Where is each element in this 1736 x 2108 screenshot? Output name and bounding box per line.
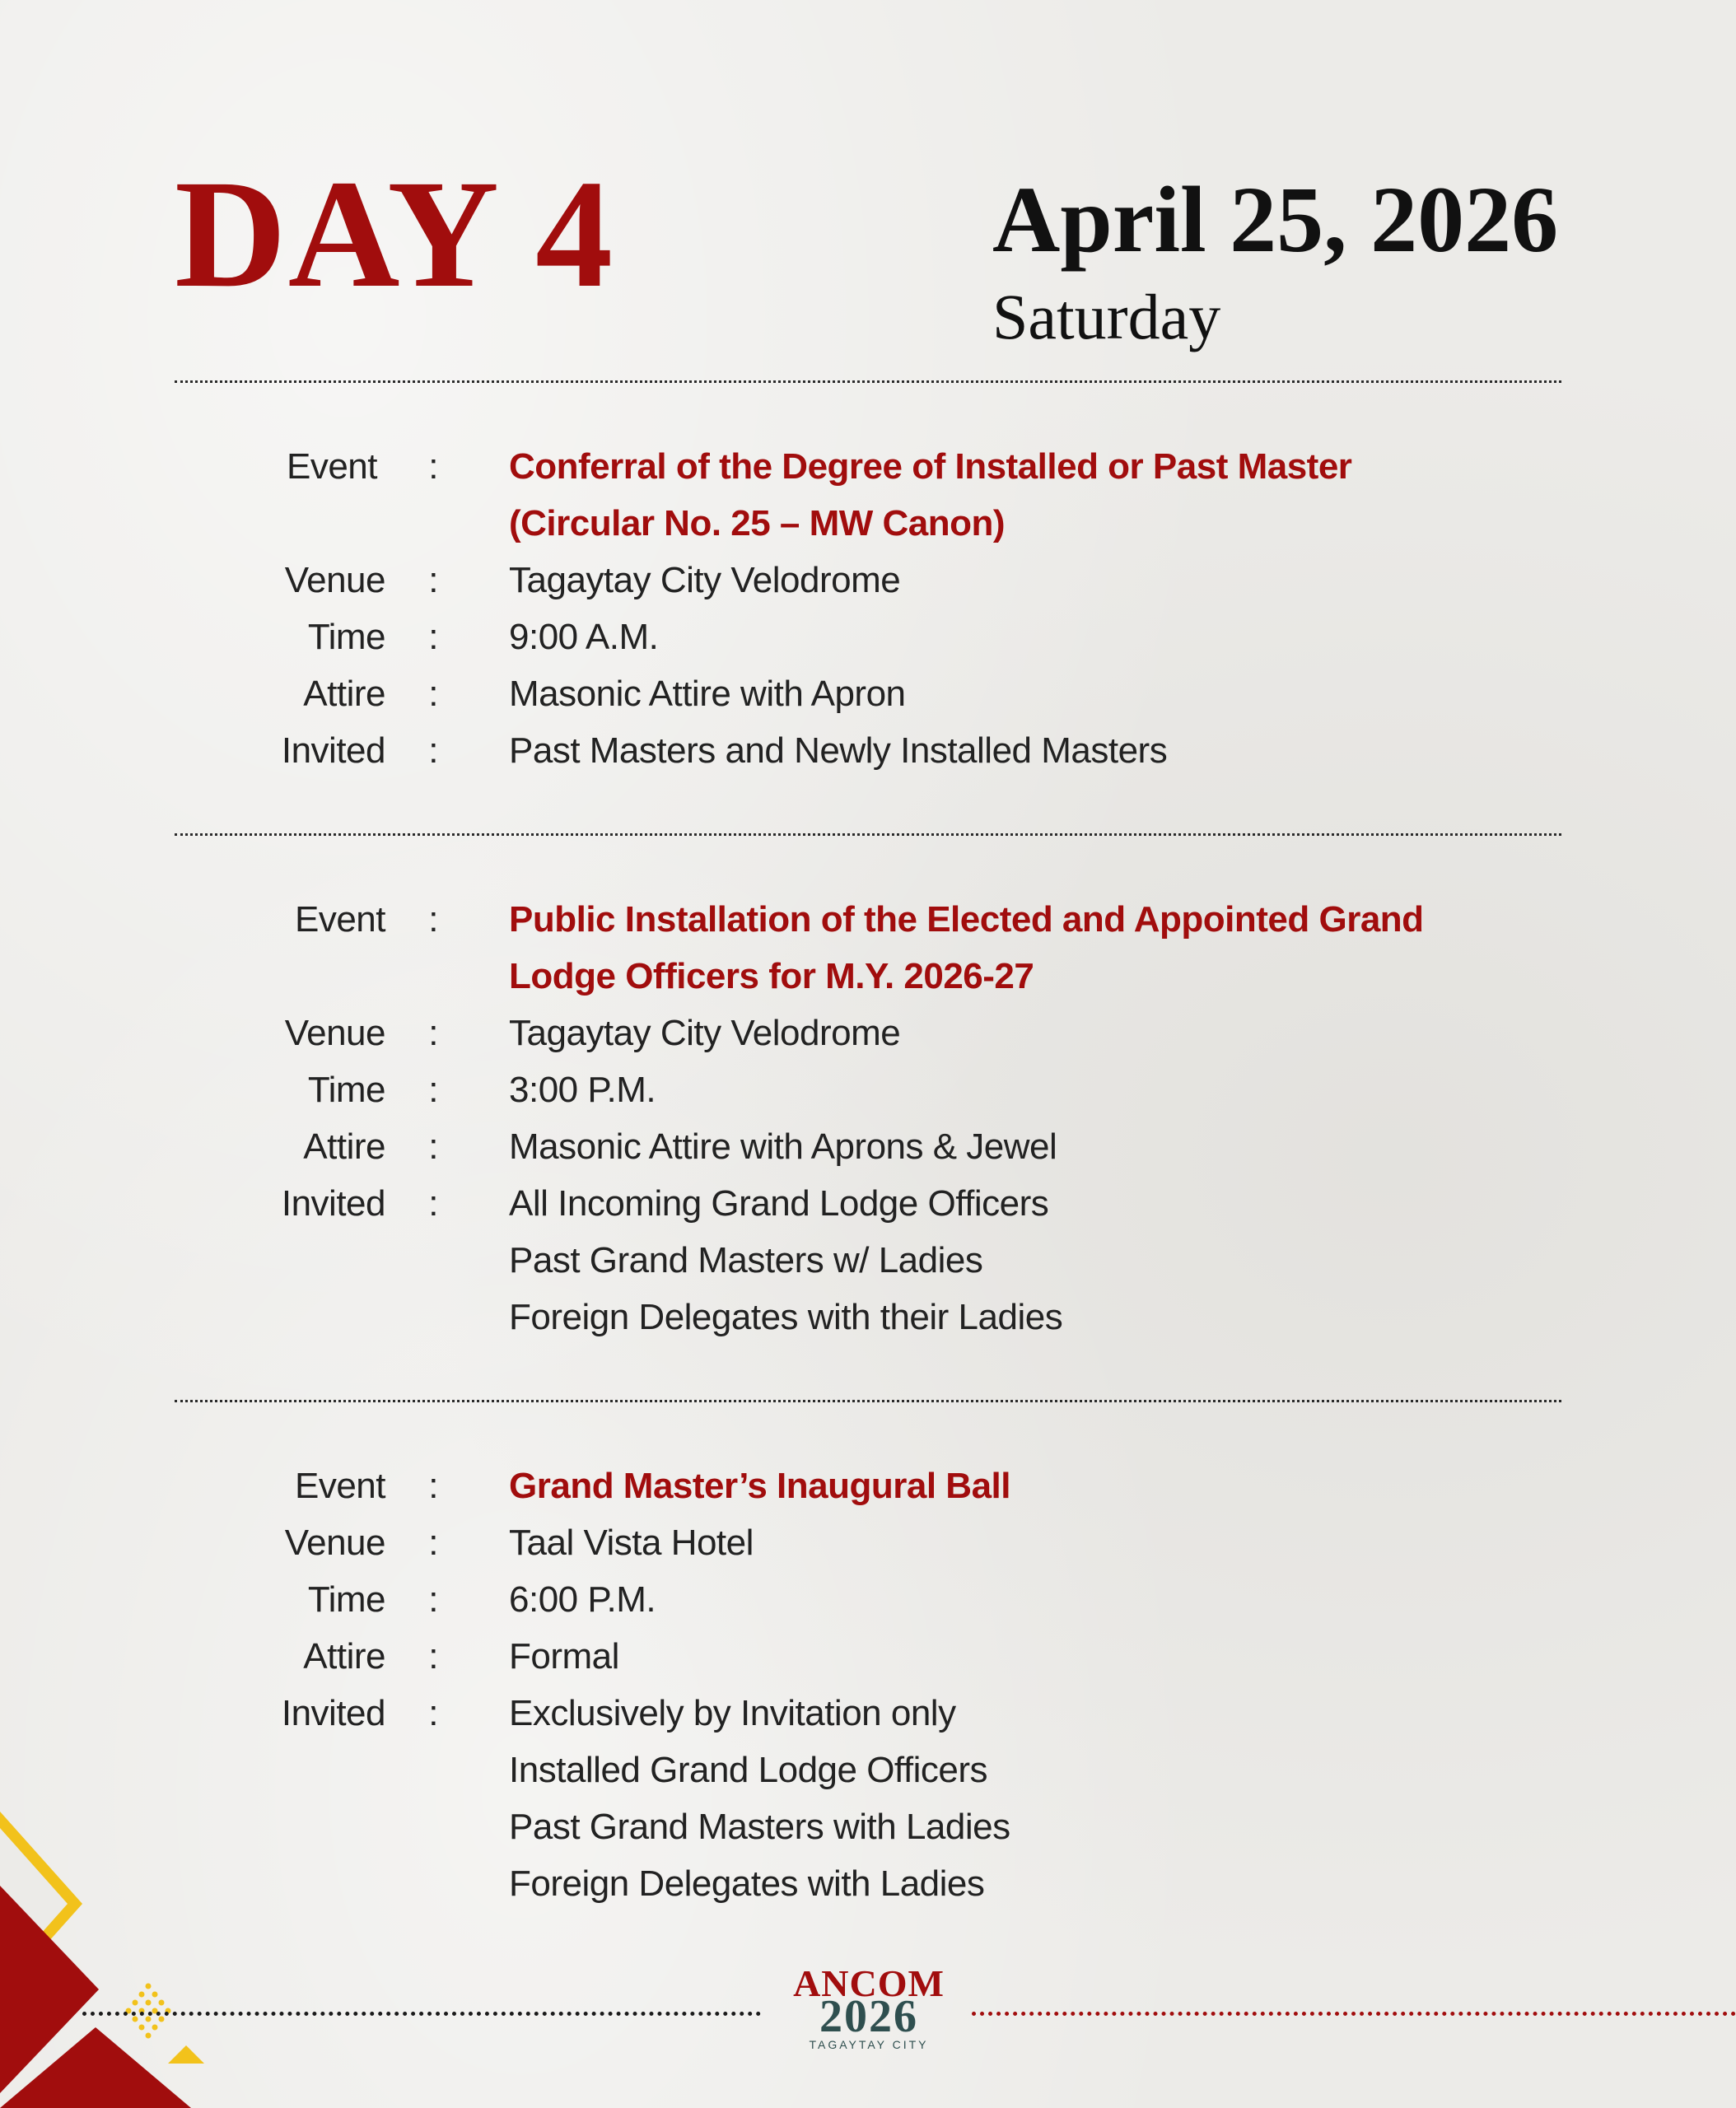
invited-label: Invited [281,1183,385,1224]
footer-dotted-line-left [82,2012,761,2016]
time-row [165,1571,1581,1628]
separator: : [428,1183,438,1224]
event-title: Conferral of the Degree of Installed or Past Master (Circular No. 25 – MW Canon) [509,446,1352,543]
venue-label: Venue [284,560,385,600]
venue-row [165,1005,1581,1061]
event-block-3 [165,1457,1581,1912]
event-row [165,891,1581,1005]
venue-label: Venue [284,1523,385,1563]
separator: : [428,1579,438,1620]
invited-row [165,1175,1581,1345]
event-row [165,1457,1581,1514]
separator: : [428,1126,438,1167]
time-value: 3:00 P.M. [509,1070,656,1110]
venue-value: Taal Vista Hotel [509,1523,754,1563]
invited-label: Invited [281,1693,385,1733]
invited-row [165,1685,1581,1912]
separator: : [428,1636,438,1677]
invited-value: All Incoming Grand Lodge Officers Past Grand Masters w/ Ladies Foreign Delegates with their Ladies [509,1183,1063,1337]
time-value: 9:00 A.M. [509,617,659,657]
logo-year: 2026 [819,1991,918,2042]
event-title: Public Installation of the Elected and Appointed Grand Lodge Officers for M.Y. 2026-27 [509,899,1424,996]
section-divider [175,1400,1561,1402]
day-title: DAY 4 [175,147,615,319]
event-title: Grand Master’s Inaugural Ball [509,1466,1010,1506]
event-block-1 [165,438,1581,779]
venue-row [165,552,1581,609]
section-divider [175,380,1561,383]
logo-name: ANCOM [793,1962,945,2004]
invited-value: Exclusively by Invitation only Installed Grand Lodge Officers Past Grand Masters with Ladies Foreign Delegates with Ladies [509,1693,1010,1904]
event-row [165,438,1581,552]
event-block-2 [165,891,1581,1345]
separator: : [428,1013,438,1053]
attire-value: Formal [509,1636,619,1677]
invited-label: Invited [281,730,385,771]
ancom-logo [782,1962,955,2055]
event-weekday: Saturday [992,281,1221,352]
event-label: Event [294,1466,385,1506]
separator: : [428,560,438,600]
attire-row [165,1628,1581,1685]
separator: : [428,1466,438,1506]
attire-label: Attire [303,1636,385,1677]
footer-dotted-line-right [972,2012,1736,2016]
separator: : [428,674,438,714]
time-label: Time [307,1579,385,1620]
gold-dot-pattern [126,1984,171,2039]
time-value: 6:00 P.M. [509,1579,656,1620]
separator: : [428,446,438,487]
event-label: Event [294,899,385,940]
invited-value: Past Masters and Newly Installed Masters [509,730,1168,771]
event-date: April 25, 2026 [992,167,1559,272]
attire-value: Masonic Attire with Aprons & Jewel [509,1126,1057,1167]
invited-row [165,722,1581,779]
separator: : [428,1070,438,1110]
separator: : [428,1523,438,1563]
venue-value: Tagaytay City Velodrome [509,560,901,600]
attire-value: Masonic Attire with Apron [509,674,906,714]
logo-place: TAGAYTAY CITY [809,2038,929,2052]
attire-row [165,665,1581,722]
date-block [992,167,1559,352]
separator: : [428,730,438,771]
section-divider [175,833,1561,836]
venue-label: Venue [284,1013,385,1053]
venue-value: Tagaytay City Velodrome [509,1013,901,1053]
time-label: Time [307,1070,385,1110]
time-label: Time [307,617,385,657]
separator: : [428,899,438,940]
time-row [165,609,1581,665]
attire-label: Attire [303,1126,385,1167]
gold-triangle [168,2045,204,2064]
separator: : [428,1693,438,1733]
venue-row [165,1514,1581,1571]
attire-label: Attire [303,674,385,714]
event-label: Event [286,446,377,487]
time-row [165,1061,1581,1118]
corner-ornament [0,1812,214,2108]
separator: : [428,617,438,657]
attire-row [165,1118,1581,1175]
